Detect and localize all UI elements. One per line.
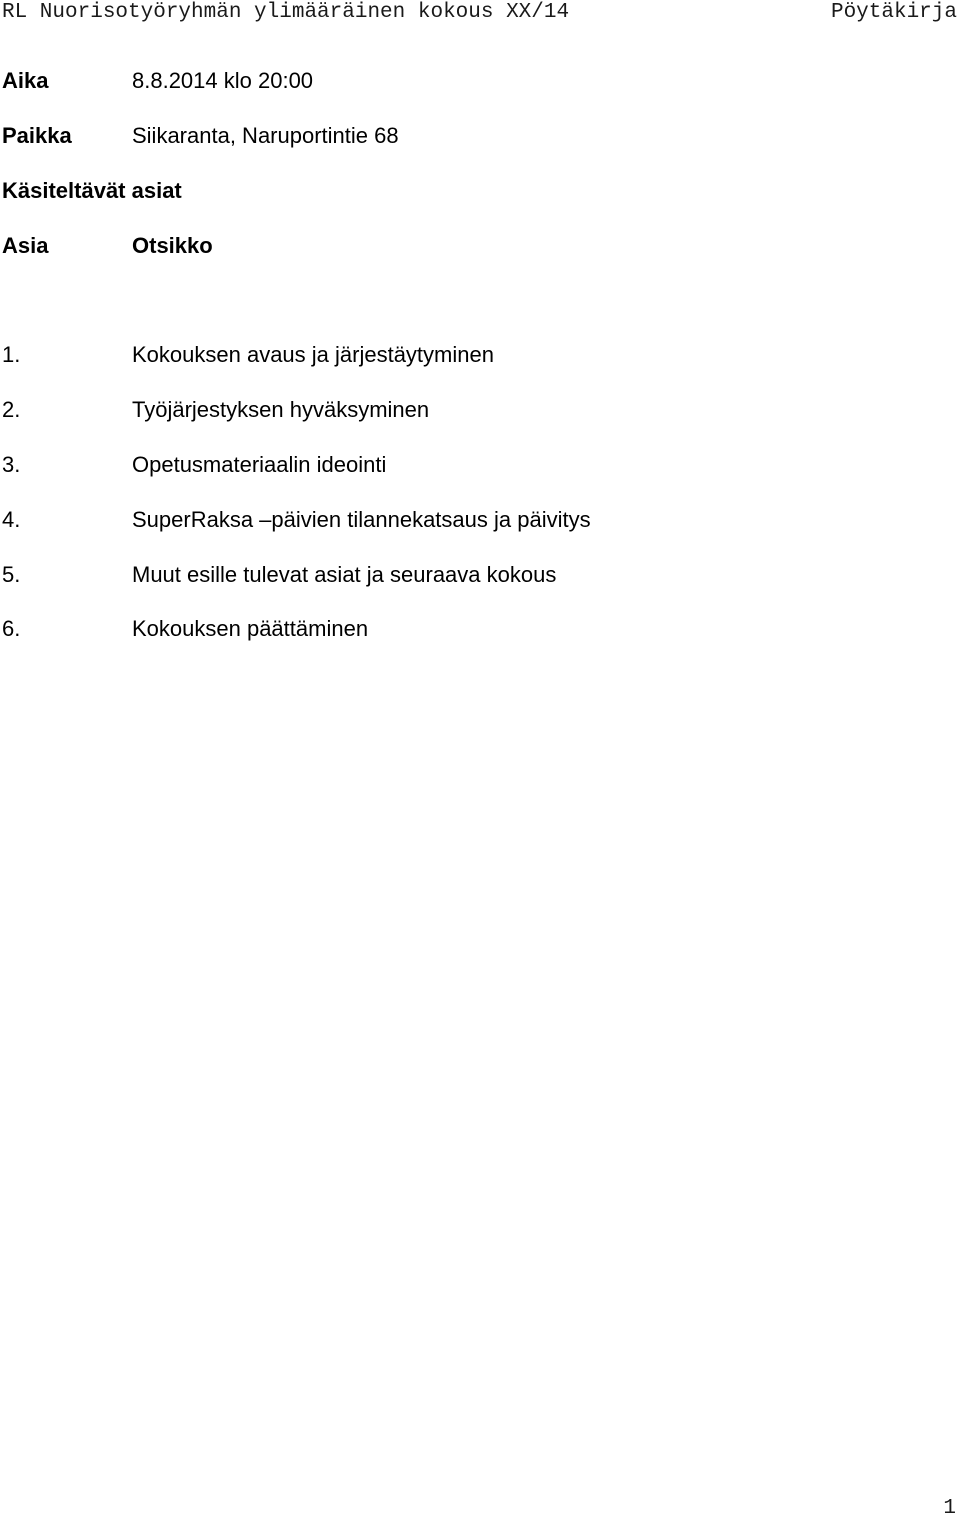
agenda-item — [2, 342, 494, 368]
agenda-item-title: Työjärjestyksen hyväksyminen — [132, 397, 430, 422]
time-label: Aika — [2, 68, 49, 93]
agenda-item-number: 2. — [2, 397, 21, 422]
agenda-item-number: 3. — [2, 452, 21, 477]
agenda-item-title: Kokouksen avaus ja järjestäytyminen — [132, 342, 494, 367]
agenda-item — [2, 507, 591, 533]
agenda-item-number: 5. — [2, 562, 21, 587]
page-number: 1 — [943, 1497, 956, 1520]
agenda-item-title: SuperRaksa –päivien tilannekatsaus ja päivitys — [132, 507, 591, 532]
agenda-heading: Käsiteltävät asiat — [2, 178, 182, 203]
meeting-place-row — [2, 123, 399, 149]
agenda-item-number: 4. — [2, 507, 21, 532]
agenda-item — [2, 562, 556, 588]
document-header-title: RL Nuorisotyöryhmän ylimääräinen kokous XX/14 — [2, 1, 570, 24]
agenda-item — [2, 452, 386, 478]
agenda-item-number: 1. — [2, 342, 21, 367]
agenda-item-number: 6. — [2, 616, 21, 641]
agenda-item — [2, 397, 429, 423]
agenda-item — [2, 616, 368, 642]
place-label: Paikka — [2, 123, 72, 148]
agenda-item-title: Kokouksen päättäminen — [132, 616, 369, 641]
place-value: Siikaranta, Naruportintie 68 — [132, 123, 399, 148]
meeting-time-row — [2, 68, 313, 94]
agenda-item-title: Opetusmateriaalin ideointi — [132, 452, 387, 477]
agenda-column-headers — [2, 233, 213, 259]
time-value: 8.8.2014 klo 20:00 — [132, 68, 314, 93]
column-header-title: Otsikko — [132, 233, 213, 258]
column-header-item: Asia — [2, 233, 49, 258]
agenda-item-title: Muut esille tulevat asiat ja seuraava kokous — [132, 562, 557, 587]
document-type-label: Pöytäkirja — [830, 1, 957, 24]
